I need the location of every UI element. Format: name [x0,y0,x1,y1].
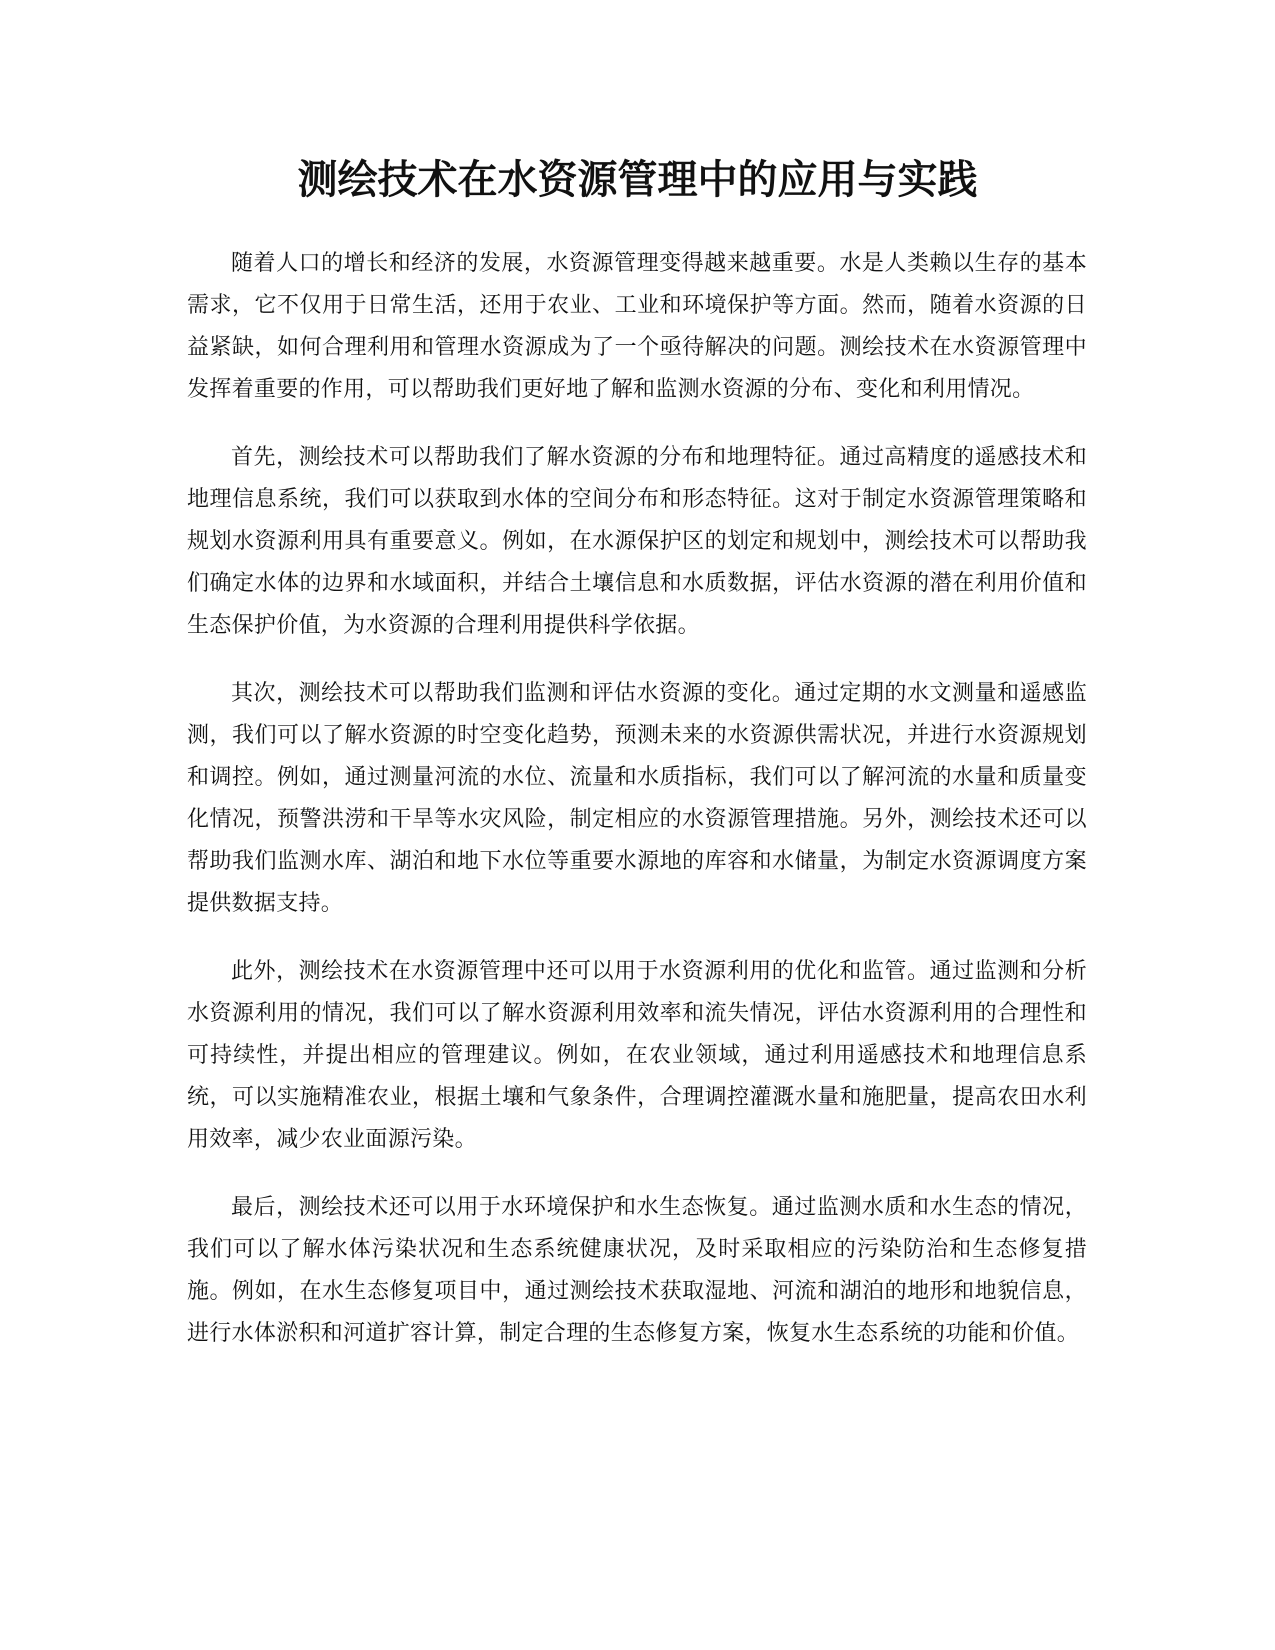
paragraph-distribution: 首先，测绘技术可以帮助我们了解水资源的分布和地理特征。通过高精度的遥感技术和地理信息系统，我们可以获取到水体的空间分布和形态特征。这对于制定水资源管理策略和规划水资源利用具有重要意义。例如，在水源保护区的划定和规划中，测绘技术可以帮助我们确定水体的边界和水域面积，并结合土壤信息和水质数据，评估水资源的潜在利用价值和生态保护价值，为水资源的合理利用提供科学依据。 [187,445,1087,638]
document-title: 测绘技术在水资源管理中的应用与实践 [297,157,978,203]
paragraph-optimization: 此外，测绘技术在水资源管理中还可以用于水资源利用的优化和监管。通过监测和分析水资源利用的情况，我们可以了解水资源利用效率和流失情况，评估水资源利用的合理性和可持续性，并提出相应的管理建议。例如，在农业领域，通过利用遥感技术和地理信息系统，可以实施精准农业，根据土壤和气象条件，合理调控灌溉水量和施肥量，提高农田水利用效率，减少农业面源污染。 [187,959,1087,1152]
paragraph-monitoring: 其次，测绘技术可以帮助我们监测和评估水资源的变化。通过定期的水文测量和遥感监测，我们可以了解水资源的时空变化趋势，预测未来的水资源供需状况，并进行水资源规划和调控。例如，通过测量河流的水位、流量和水质指标，我们可以了解河流的水量和质量变化情况，预警洪涝和干旱等水灾风险，制定相应的水资源管理措施。另外，测绘技术还可以帮助我们监测水库、湖泊和地下水位等重要水源地的库容和水储量，为制定水资源调度方案提供数据支持。 [187,681,1087,916]
paragraph-protection: 最后，测绘技术还可以用于水环境保护和水生态恢复。通过监测水质和水生态的情况，我们可以了解水体污染状况和生态系统健康状况，及时采取相应的污染防治和生态修复措施。例如，在水生态修复项目中，通过测绘技术获取湿地、河流和湖泊的地形和地貌信息，进行水体淤积和河道扩容计算，制定合理的生态修复方案，恢复水生态系统的功能和价值。 [187,1195,1087,1346]
document-body [187,243,1087,1381]
paragraph-intro: 随着人口的增长和经济的发展，水资源管理变得越来越重要。水是人类赖以生存的基本需求，它不仅用于日常生活，还用于农业、工业和环境保护等方面。然而，随着水资源的日益紧缺，如何合理利用和管理水资源成为了一个亟待解决的问题。测绘技术在水资源管理中发挥着重要的作用，可以帮助我们更好地了解和监测水资源的分布、变化和利用情况。 [187,251,1087,402]
